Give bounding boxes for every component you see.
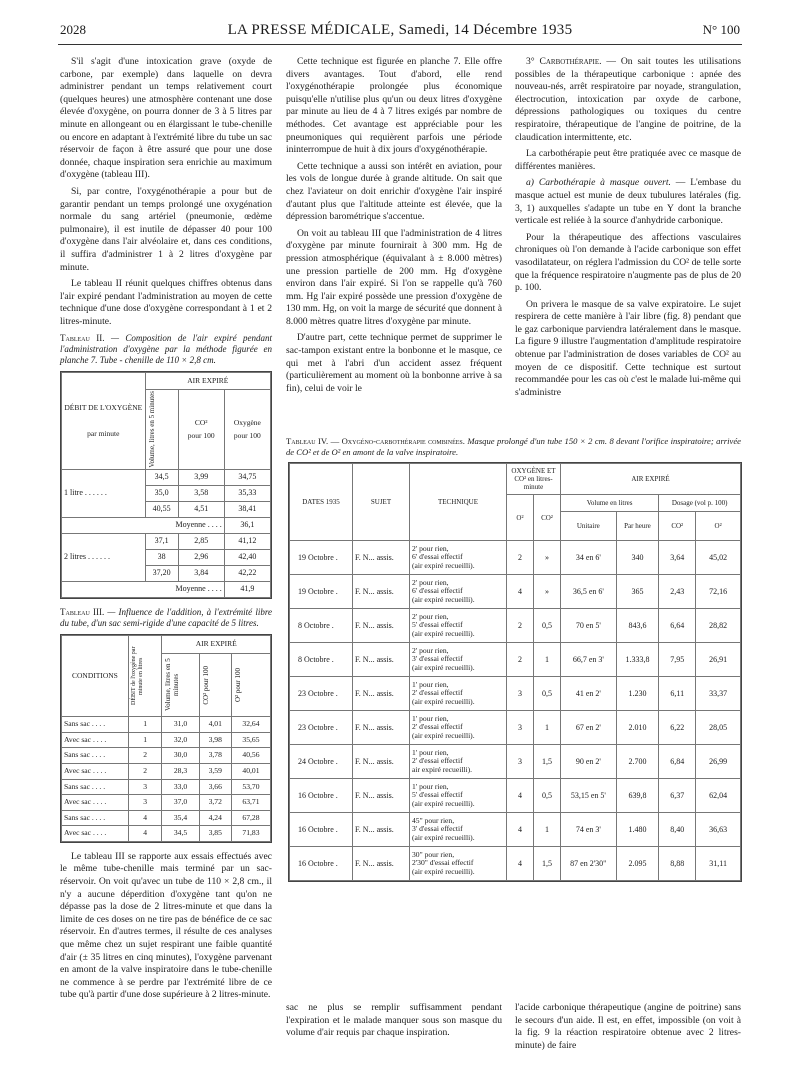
table-cell: 4 [507, 575, 534, 609]
table-cell: 35,65 [231, 732, 270, 748]
table-cell: 3 [507, 745, 534, 779]
table-cell: 1 [534, 711, 561, 745]
technique-line: 2' d'essai effectif [412, 688, 463, 698]
table-cell: 2,85 [178, 534, 224, 550]
table-3-caption: Tableau III. — Influence de l'addition, à l'extrémité libre du tube, d'un sac semi-rigide d'une capacité de 5 litres. [60, 607, 272, 629]
paragraph: l'acide carbonique thérapeutique (angine de poitrine) sans le secours d'un aide. Il est, en effet, impossible (on voit à la fig. 9 la réaction respiratoire obtenue avec 2 litres-minute) de faire [515, 1002, 741, 1051]
table-cell-technique [410, 745, 507, 779]
table-cell: 6,11 [659, 677, 696, 711]
table-row [290, 677, 741, 711]
table-cell: 87 en 2'30" [561, 847, 617, 881]
table-2-mean-row [62, 582, 271, 598]
table-cell: Avec sac . . . . [62, 732, 129, 748]
table-cell: 2.700 [616, 745, 659, 779]
table-cell: 26,99 [696, 745, 741, 779]
table-cell-technique [410, 541, 507, 575]
table-cell-technique [410, 711, 507, 745]
header-rule [58, 44, 742, 45]
table-cell: 3,84 [178, 566, 224, 582]
table-cell: 1.333,8 [616, 643, 659, 677]
table-cell: 31,11 [696, 847, 741, 881]
table-2-mean-row [62, 518, 271, 534]
table-cell: 1,5 [534, 847, 561, 881]
table-row [62, 748, 271, 764]
table-cell: 7,95 [659, 643, 696, 677]
table-cell: 1,5 [534, 745, 561, 779]
table-2-mean-value: 41,9 [224, 582, 270, 598]
table-2-header-air: AIR EXPIRÉ [145, 373, 270, 390]
table-cell: F. N... assis. [353, 779, 410, 813]
technique-line: (air expiré recueilli). [412, 866, 475, 876]
table-cell: 2.010 [616, 711, 659, 745]
technique-line: 2'30" d'essai effectif [412, 858, 474, 868]
technique-line: (air expiré recueilli). [412, 594, 475, 604]
table-cell: 6,84 [659, 745, 696, 779]
technique-line: (air expiré recueilli). [412, 798, 475, 808]
table-cell: F. N... assis. [353, 677, 410, 711]
paragraph: Cette technique a aussi son intérêt en aviation, pour les vols de longue durée à grande altitude. On sait que chez l'aviateur on doit enrichir d'oxygène l'air inspiré d'autant plus que l'altitude atteinte est élevée, que la dépression barométrique s'accentue. [286, 160, 502, 223]
paragraph: Pour la thérapeutique des affections vasculaires chroniques où l'on demande à l'acide carbonique son effet vasodilatateur, on réglera l'admission du CO² de telle sorte que la fréquence respiratoire n'augmente pas de plus de 20 p. 100. [515, 231, 741, 294]
table-cell: 2,96 [178, 550, 224, 566]
table-cell: 0,5 [534, 779, 561, 813]
table-cell: 33,37 [696, 677, 741, 711]
table-cell-technique [410, 609, 507, 643]
table-cell: 62,04 [696, 779, 741, 813]
table-cell: F. N... assis. [353, 575, 410, 609]
table-2-caption: Tableau II. — Composition de l'air expiré pendant l'administration d'oxygène par la méthode figurée en planche 7. Tube - chenille de 110 × 2,8 cm. [60, 333, 273, 366]
table-row [290, 711, 741, 745]
table-cell: 8,40 [659, 813, 696, 847]
table-row [290, 779, 741, 813]
table-cell: 34,5 [145, 470, 178, 486]
table-row [290, 541, 741, 575]
table-cell: 26,91 [696, 643, 741, 677]
technique-line: 2' pour rien, [412, 543, 449, 553]
table-4: DATES 1935 SUJET TECHNIQUE OXYGÈNE ET CO² en litres-minute AIR EXPIRÉ O² CO² Volume en litres Dosage (vol p. 100) Unitaire Par heure CO² O² 19 Octobre . F. N... assis. 2' pour rien, 6' d'essai effectif (air expiré recueilli). 2 » 34 en 6' 340 3,64 45,02 19 Octobre . F. N... assis. 2' pour rien, 6' d'essai effectif (air expiré recueilli). 4 » 36,5 en 6' 365 2,43 72,16 8 Octobre . F. N... assis. 2' pour rien, 5' d'essai effectif (air expiré recueilli). 2 0,5 70 en 5' 843,6 6,64 28,82 8 Octobre . F. N... assis. 2' pour rien, 3' d'essai effectif (air expiré recueilli). 2 1 66,7 en 3' 1.333,8 7,95 26,91 23 Octobre . F. N... assis. 1' pour rien, 2' d'essai effectif (air expiré recueilli). 3 0,5 41 en 2' 1.230 6,11 33,37 23 Octobre . F. N... assis. 1' pour rien, 2' d'essai effectif (air expiré recueilli). 3 1 67 en 2' 2.010 6,22 28,05 24 Octobre . F. N... assis. 1' pour rien, 2' d'essai effectif air expiré recueilli). 3 1,5 90 en 2' 2.700 6,84 26,99 16 Octobre . F. N... assis. 1' pour rien, 5' d'essai effectif (air expiré recueilli). 4 0,5 53,15 en 5' 639,8 6,37 62,04 16 Octobre . F. N... assis. 45" pour rien, 3' d'essai effectif (air expiré recueilli). 4 1 74 en 3' 1.480 8,40 36,63 16 Octobre . F. N... assis. 30" pour rien, 2'30" d'essai effectif (air expiré recueilli). 4 1,5 87 en 2'30" 2.095 8,88 31,11 [288, 462, 742, 882]
table-cell: 37,20 [145, 566, 178, 582]
column-3-bottom [515, 1002, 741, 1056]
table-cell: 30,0 [162, 748, 199, 764]
technique-line: 2' pour rien, [412, 645, 449, 655]
table-cell-technique [410, 813, 507, 847]
table-row [62, 732, 271, 748]
table-cell: 1.480 [616, 813, 659, 847]
table-cell: 34,75 [224, 470, 270, 486]
table-2: DÉBIT DE L'OXYGÈNE par minute AIR EXPIRÉ Volume, litres en 5 minutes CO² pour 100 Oxygène pour 100 1 litre . . . . . . 34,5 3,99 34,75 35,0 3,58 35,33 40,55 4,51 38,41 Moyenne . . . . 36,1 2 litres . . . . . . 37,1 2,85 41,12 38 2,96 42,40 37,20 3,84 42,22 Moyenne . . . . 41,9 [60, 371, 272, 599]
column-1 [60, 56, 272, 1006]
table-cell-technique [410, 575, 507, 609]
table-cell: F. N... assis. [353, 541, 410, 575]
technique-line: (air expiré recueilli). [412, 628, 475, 638]
table-cell: 340 [616, 541, 659, 575]
paragraph: La carbothérapie peut être pratiquée avec ce masque de différentes manières. [515, 148, 741, 172]
table-cell: Avec sac . . . . [62, 795, 129, 811]
table-cell: 2 [507, 643, 534, 677]
table-4-header-air: AIR EXPIRÉ [561, 464, 741, 495]
table-cell: 2.095 [616, 847, 659, 881]
table-row [62, 826, 271, 842]
table-cell: 35,4 [162, 810, 199, 826]
journal-title: LA PRESSE MÉDICALE, Samedi, 14 Décembre 1935 [227, 22, 573, 38]
table-cell: 41,12 [224, 534, 270, 550]
table-cell: 42,22 [224, 566, 270, 582]
paragraph: Le tableau II réunit quelques chiffres obtenus dans l'air expiré pendant l'administration au moyen de cette technique d'une dose d'oxygène correspondant à 1 et 2 litres-minute. [60, 278, 272, 327]
table-cell: 4,24 [199, 810, 231, 826]
table-cell: 37,1 [145, 534, 178, 550]
table-cell: 19 Octobre . [290, 575, 353, 609]
table-cell: 66,7 en 3' [561, 643, 617, 677]
table-cell: 24 Octobre . [290, 745, 353, 779]
table-cell: Sans sac . . . . [62, 779, 129, 795]
table-cell: F. N... assis. [353, 745, 410, 779]
paragraph: 3° Carbothérapie. — On sait toutes les utilisations possibles de la thérapeutique carbonique : apnée des nouveau-nés, arrêt respiratoire par noyade, strangulation, électrocution, intoxication par oxyde de carbone, dépressions pathologiques ou toxiques du centre respiratoire, thérapeutique de l'angine de poitrine, de la claudication intermittente, etc. [515, 56, 741, 143]
table-cell: 71,83 [231, 826, 270, 842]
table-row [62, 534, 271, 550]
technique-line: 2' d'essai effectif [412, 756, 463, 766]
table-row [62, 470, 271, 486]
table-cell: 3 [128, 795, 162, 811]
table-3-header-conditions: CONDITIONS [62, 636, 129, 717]
page-number: 2028 [60, 22, 86, 37]
table-cell: 38,41 [224, 502, 270, 518]
table-cell: 2 [128, 763, 162, 779]
table-cell: F. N... assis. [353, 609, 410, 643]
technique-line: 45" pour rien, [412, 815, 455, 825]
table-cell: 28,3 [162, 763, 199, 779]
table-cell: 1.230 [616, 677, 659, 711]
table-cell: 6,37 [659, 779, 696, 813]
paragraph: Cette technique est figurée en planche 7. Elle offre divers avantages. Tout d'abord, elle rend l'oxygénothérapie prolongée plus économique puisqu'elle n'utilise plus qu'un ou deux litres d'oxygène par minute au lieu de 4 à 7 litres exigés par nombre de méthodes. Cet avantage est appréciable pour les pneumoniques qui requièrent parfois une période ininterrompue de huit à dix jours d'oxygénothérapie. [286, 56, 502, 156]
table-cell: 16 Octobre . [290, 813, 353, 847]
table-cell: 2 [128, 748, 162, 764]
table-cell: 70 en 5' [561, 609, 617, 643]
table-cell: 4,51 [178, 502, 224, 518]
table-cell: 4 [507, 847, 534, 881]
technique-line: 1' pour rien, [412, 747, 449, 757]
table-cell-technique [410, 643, 507, 677]
table-row [62, 810, 271, 826]
table-cell: 67,28 [231, 810, 270, 826]
table-cell: 35,0 [145, 486, 178, 502]
table-row [290, 745, 741, 779]
table-3-header-debit: DÉBIT de l'oxygène par minute en litres [130, 646, 144, 706]
technique-line: 3' d'essai effectif [412, 654, 463, 664]
paragraph: D'autre part, cette technique permet de supprimer le sac-tampon existant entre la bonbonne et le masque, ce qui met à l'abri d'un accident assez fréquent (particulièrement au moment où la bonbonne arrive à sa fin), celui de voir le [286, 332, 502, 394]
table-cell: Sans sac . . . . [62, 748, 129, 764]
table-cell: 28,82 [696, 609, 741, 643]
table-cell: 843,6 [616, 609, 659, 643]
table-2-group-label: 2 litres . . . . . . [62, 534, 146, 582]
technique-line: (air expiré recueilli). [412, 560, 475, 570]
table-cell-technique [410, 677, 507, 711]
table-row [290, 813, 741, 847]
paragraph: a) Carbothérapie à masque ouvert. — L'embase du masque actuel est munie de deux tubulures latérales (fig. 3, 1) auxquelles s'adapte un tube en Y dont la branche verticale est reliée à la source d'anhydride carbonique. [515, 177, 741, 227]
table-row [62, 717, 271, 733]
table-cell: Sans sac . . . . [62, 810, 129, 826]
table-cell: 3 [507, 677, 534, 711]
technique-line: (air expiré recueilli). [412, 696, 475, 706]
table-cell: 3 [128, 779, 162, 795]
table-cell: 16 Octobre . [290, 847, 353, 881]
table-cell: 365 [616, 575, 659, 609]
table-4-header-sujet: SUJET [353, 464, 410, 541]
table-cell: F. N... assis. [353, 847, 410, 881]
table-cell: 2 [507, 541, 534, 575]
table-cell: 3,64 [659, 541, 696, 575]
technique-line: 6' d'essai effectif [412, 586, 463, 596]
table-cell: 0,5 [534, 609, 561, 643]
table-cell: 32,64 [231, 717, 270, 733]
table-row [62, 795, 271, 811]
table-2-mean-label: Moyenne . . . . [62, 518, 225, 534]
table-cell: 3,98 [199, 732, 231, 748]
table-cell: 4 [128, 826, 162, 842]
table-cell: 40,56 [231, 748, 270, 764]
technique-line: (air expiré recueilli). [412, 662, 475, 672]
table-cell-technique [410, 779, 507, 813]
table-3-header-air: AIR EXPIRÉ [162, 636, 271, 654]
paragraph: Le tableau III se rapporte aux essais effectués avec le même tube-chenille mais terminé par un sac-réservoir. On voit qu'avec un tube de 110 × 2,8 cm., il n'y a aucune déperdition d'oxygène tant qu'on ne dépasse pas la dose de 2 litres-minute et que dans la limite de ces doses on ne tire pas de bénéfice de ce sac réservoir. En d'autres termes, il résulte de ces analyses que même chez un sujet respirant une faible quantité d'air (± 35 litres en cinq minutes), l'oxygène parvenant en amont de la valve inspiratoire dans le tube-chenille ne commence à se perdre par l'extrémité libre de ce tube qu'à partir d'une dose supérieure à 2 litres-minute. [60, 850, 272, 1001]
table-cell: 6,64 [659, 609, 696, 643]
table-cell: 639,8 [616, 779, 659, 813]
table-cell: 67 en 2' [561, 711, 617, 745]
paragraph: sac ne plus se remplir suffisamment pendant l'expiration et le malade manquer sous son masque du volume d'air requis par chaque inspiration. [286, 1002, 502, 1039]
table-cell: 42,40 [224, 550, 270, 566]
technique-line: 1' pour rien, [412, 679, 449, 689]
table-row [62, 763, 271, 779]
table-cell: » [534, 575, 561, 609]
table-cell: F. N... assis. [353, 711, 410, 745]
table-cell: 23 Octobre . [290, 711, 353, 745]
table-cell: 2 [507, 609, 534, 643]
technique-line: 30" pour rien, [412, 849, 455, 859]
table-cell: 19 Octobre . [290, 541, 353, 575]
table-cell: 4 [128, 810, 162, 826]
table-cell: 28,05 [696, 711, 741, 745]
table-cell: 74 en 3' [561, 813, 617, 847]
table-cell: 3,59 [199, 763, 231, 779]
table-cell: 1 [534, 643, 561, 677]
technique-line: 2' d'essai effectif [412, 722, 463, 732]
table-cell: 31,0 [162, 717, 199, 733]
table-cell: Avec sac . . . . [62, 826, 129, 842]
table-cell: 35,33 [224, 486, 270, 502]
table-cell: F. N... assis. [353, 813, 410, 847]
table-cell: 3,78 [199, 748, 231, 764]
running-header [60, 22, 740, 42]
table-4-header-technique: TECHNIQUE [410, 464, 507, 541]
technique-line: 2' pour rien, [412, 577, 449, 587]
table-cell: 3,99 [178, 470, 224, 486]
technique-line: 6' d'essai effectif [412, 552, 463, 562]
table-cell: 4 [507, 813, 534, 847]
table-cell: 6,22 [659, 711, 696, 745]
table-cell: 4 [507, 779, 534, 813]
technique-line: 5' d'essai effectif [412, 790, 463, 800]
table-cell: 53,15 en 5' [561, 779, 617, 813]
table-cell: 1 [128, 732, 162, 748]
table-2-mean-value: 36,1 [224, 518, 270, 534]
table-cell: 32,0 [162, 732, 199, 748]
table-cell: 34 en 6' [561, 541, 617, 575]
technique-line: 3' d'essai effectif [412, 824, 463, 834]
table-cell: 37,0 [162, 795, 199, 811]
paragraph: On voit au tableau III que l'administration de 4 litres d'oxygène par minute fournirait à 300 mm. Hg de pression atmosphérique (équivalant à ± 8.000 mètres) une pression partielle de 200 mm. Hg d'oxygène environ dans l'air expiré. Si l'on se rappelle qu'à 760 mm. Hg l'air expiré possède une pression d'oxygène de 130 mm. Hg, on voit la marge de sécurité que donnent à 8.000 mètres quatre litres d'oxygène par minute. [286, 227, 502, 327]
table-cell: 41 en 2' [561, 677, 617, 711]
table-cell: Avec sac . . . . [62, 763, 129, 779]
issue-number: N° 100 [702, 22, 740, 37]
table-cell: 53,70 [231, 779, 270, 795]
table-cell: 8,88 [659, 847, 696, 881]
column-3 [515, 56, 741, 403]
table-cell: 3,58 [178, 486, 224, 502]
table-cell-technique [410, 847, 507, 881]
table-cell: 4,01 [199, 717, 231, 733]
technique-line: air expiré recueilli). [412, 764, 473, 774]
table-cell: 36,5 en 6' [561, 575, 617, 609]
technique-line: 1' pour rien, [412, 781, 449, 791]
paragraph: On privera le masque de sa valve expiratoire. Le sujet respirera de cette manière à l'air libre (fig. 8) pendant que le gaz carbonique parviendra latéralement dans le masque. La figure 9 illustre l'augmentation d'amplitude respiratoire obtenue par l'administration de doses variables de CO² au moyen de ce dispositif. Cette technique est surtout recommandée pour les cas où c'est le malade lui-même qui s'administre [515, 298, 741, 398]
table-cell: F. N... assis. [353, 643, 410, 677]
table-2-mean-label: Moyenne . . . . [62, 582, 225, 598]
table-cell: » [534, 541, 561, 575]
table-2-group-label: 1 litre . . . . . . [62, 470, 146, 518]
table-2-header-volume: Volume, litres en 5 minutes [147, 391, 156, 469]
table-row [62, 779, 271, 795]
table-cell: 23 Octobre . [290, 677, 353, 711]
table-cell: 72,16 [696, 575, 741, 609]
table-cell: 3,66 [199, 779, 231, 795]
table-row [290, 609, 741, 643]
table-cell: 0,5 [534, 677, 561, 711]
table-cell: 90 en 2' [561, 745, 617, 779]
paragraph: S'il s'agit d'une intoxication grave (oxyde de carbone, par exemple) dans laquelle on devra administrer pendant un temps relativement court (quelques heures) une atmosphère contenant une dose élevée d'oxygène, on pourra donner de 3 à 5 litres par minute en allongeant ou en élargissant le tube-chenille ou encore en adaptant à l'extrémité libre du tube un sac réservoir de façon à être assuré que pour une dose donnée, chaque inspiration sera enrichie au maximum d'oxygène (tableau III). [60, 56, 272, 181]
column-2 [286, 56, 502, 399]
table-4-caption: Tableau IV. — Oxygéno-carbothérapie combinées. Masque prolongé d'un tube 150 × 2 cm. 8 devant l'orifice inspiratoire; arrivée de CO² et de O² en amont de la valve inspiratoire. [286, 436, 741, 457]
table-cell: 36,63 [696, 813, 741, 847]
table-cell: 63,71 [231, 795, 270, 811]
table-2-header-debit: DÉBIT DE L'OXYGÈNE [64, 403, 143, 413]
table-cell: 8 Octobre . [290, 643, 353, 677]
table-cell: 3 [507, 711, 534, 745]
table-cell: 1 [534, 813, 561, 847]
technique-line: 2' pour rien, [412, 611, 449, 621]
table-cell: 16 Octobre . [290, 779, 353, 813]
table-cell: 40,01 [231, 763, 270, 779]
technique-line: (air expiré recueilli). [412, 832, 475, 842]
table-cell: Sans sac . . . . [62, 717, 129, 733]
table-4-header-oxco: OXYGÈNE ET CO² en litres-minute [507, 464, 561, 495]
technique-line: (air expiré recueilli). [412, 730, 475, 740]
table-row [290, 847, 741, 881]
technique-line: 1' pour rien, [412, 713, 449, 723]
table-cell: 40,55 [145, 502, 178, 518]
table-cell: 38 [145, 550, 178, 566]
table-cell: 34,5 [162, 826, 199, 842]
table-row [290, 643, 741, 677]
paragraph: Si, par contre, l'oxygénothérapie a pour but de garantir pendant un temps prolongé une oxygénation normale du sang artériel (pneumonie, œdème pulmonaire), il est inutile de dépasser 40 pour 100 d'oxygène dans l'air alvéolaire et, dans ces conditions, il suffira d'administrer 1 à 2 litres d'oxygène par minute. [60, 185, 272, 273]
table-cell: 8 Octobre . [290, 609, 353, 643]
column-2-bottom [286, 1002, 502, 1044]
table-cell: 45,02 [696, 541, 741, 575]
table-cell: 3,85 [199, 826, 231, 842]
table-cell: 33,0 [162, 779, 199, 795]
technique-line: 5' d'essai effectif [412, 620, 463, 630]
table-cell: 2,43 [659, 575, 696, 609]
table-4-header-dates: DATES 1935 [290, 464, 353, 541]
table-3: CONDITIONS DÉBIT de l'oxygène par minute en litres AIR EXPIRÉ Volume, litres en 5 minutes CO² pour 100 O² pour 100 Sans sac . . . . 1 31,0 4,01 32,64 Avec sac . . . . 1 32,0 3,98 35,65 Sans sac . . . . 2 30,0 3,78 40,56 Avec sac . . . . 2 28,3 3,59 40,01 Sans sac . . . . 3 33,0 3,66 53,70 Avec sac . . . . 3 37,0 3,72 63,71 Sans sac . . . . 4 35,4 4,24 67,28 Avec sac . . . . 4 34,5 3,85 71,83 [60, 634, 272, 843]
table-cell: 3,72 [199, 795, 231, 811]
table-row [290, 575, 741, 609]
table-cell: 1 [128, 717, 162, 733]
